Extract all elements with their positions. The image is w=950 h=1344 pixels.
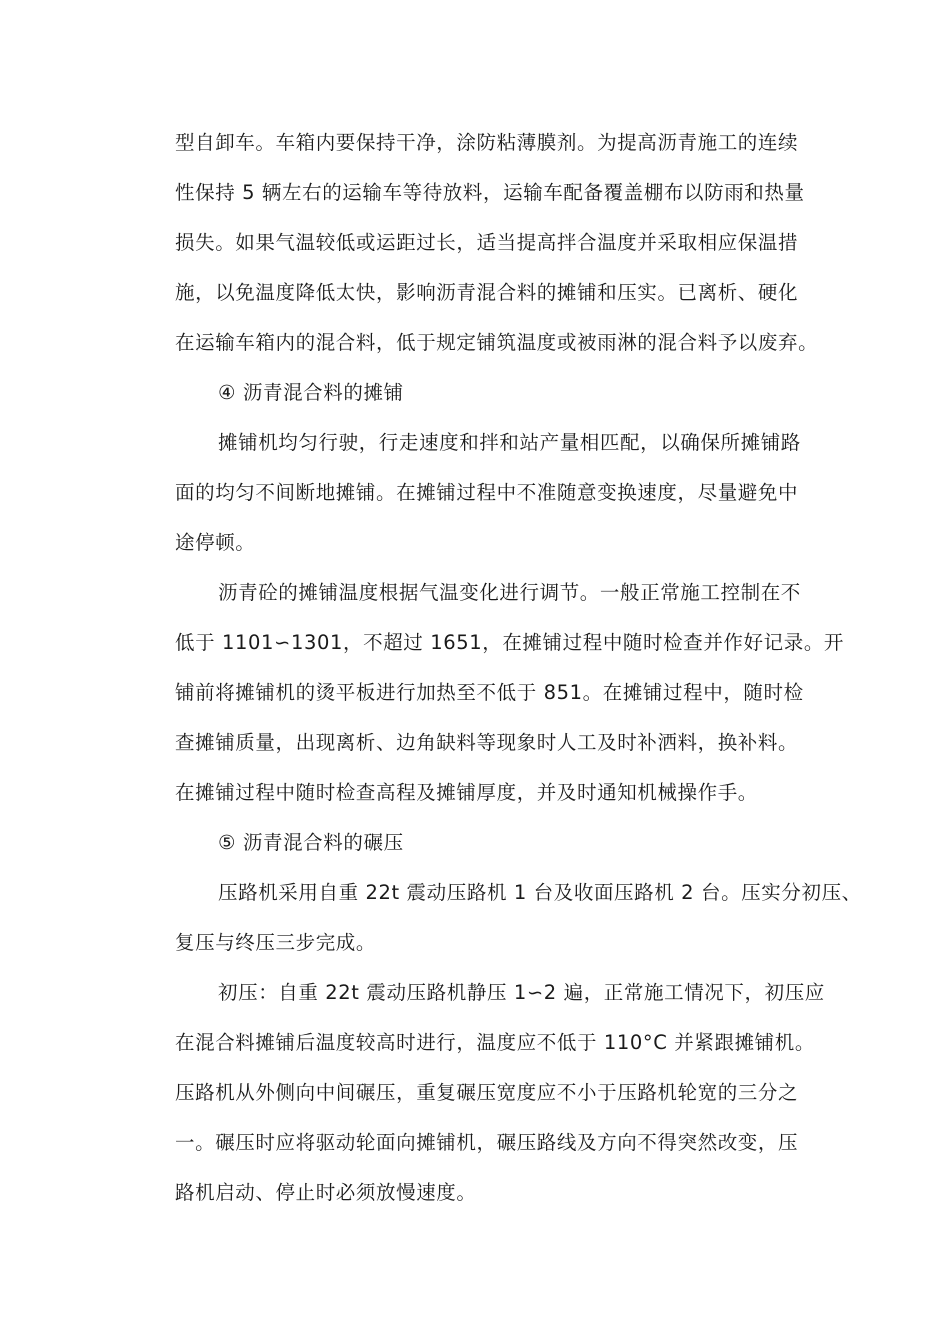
section-heading: ④ 沥青混合料的摊铺 bbox=[218, 381, 404, 404]
text-line: 一。碾压时应将驱动轮面向摊铺机，碾压路线及方向不得突然改变，压 bbox=[175, 1131, 799, 1154]
text-line: 损失。如果气温较低或运距过长，适当提高拌合温度并采取相应保温措 bbox=[175, 231, 799, 254]
text-line: 在摊铺过程中随时检查高程及摊铺厚度，并及时通知机械操作手。 bbox=[175, 781, 758, 804]
text-line: 低于 1101∽1301，不超过 1651，在摊铺过程中随时检查并作好记录。开 bbox=[175, 631, 845, 654]
section-heading: ⑤ 沥青混合料的碾压 bbox=[218, 831, 404, 854]
text-line: 面的均匀不间断地摊铺。在摊铺过程中不准随意变换速度，尽量避免中 bbox=[175, 481, 799, 504]
text-line: 性保持 5 辆左右的运输车等待放料，运输车配备覆盖棚布以防雨和热量 bbox=[175, 181, 805, 204]
text-line: 摊铺机均匀行驶，行走速度和拌和站产量相匹配，以确保所摊铺路 bbox=[218, 431, 801, 454]
text-line: 铺前将摊铺机的烫平板进行加热至不低于 851。在摊铺过程中，随时检 bbox=[175, 681, 804, 704]
text-line: 在运输车箱内的混合料，低于规定铺筑温度或被雨淋的混合料予以废弃。 bbox=[175, 331, 819, 354]
text-line: 压路机从外侧向中间碾压，重复碾压宽度应不小于压路机轮宽的三分之 bbox=[175, 1081, 799, 1104]
text-line: 初压：自重 22t 震动压路机静压 1∽2 遍，正常施工情况下，初压应 bbox=[218, 981, 825, 1004]
text-line: 复压与终压三步完成。 bbox=[175, 931, 377, 954]
text-line: 施，以免温度降低太快，影响沥青混合料的摊铺和压实。已离析、硬化 bbox=[175, 281, 799, 304]
text-line: 在混合料摊铺后温度较高时进行，温度应不低于 110°C 并紧跟摊铺机。 bbox=[175, 1031, 815, 1054]
text-line: 途停顿。 bbox=[175, 531, 256, 554]
text-line: 查摊铺质量，出现离析、边角缺料等现象时人工及时补洒料，换补料。 bbox=[175, 731, 799, 754]
text-line: 压路机采用自重 22t 震动压路机 1 台及收面压路机 2 台。压实分初压、 bbox=[218, 881, 862, 904]
text-line: 型自卸车。车箱内要保持干净，涂防粘薄膜剂。为提高沥青施工的连续 bbox=[175, 131, 799, 154]
text-line: 路机启动、停止时必须放慢速度。 bbox=[175, 1181, 477, 1204]
text-line: 沥青砼的摊铺温度根据气温变化进行调节。一般正常施工控制在不 bbox=[218, 581, 801, 604]
